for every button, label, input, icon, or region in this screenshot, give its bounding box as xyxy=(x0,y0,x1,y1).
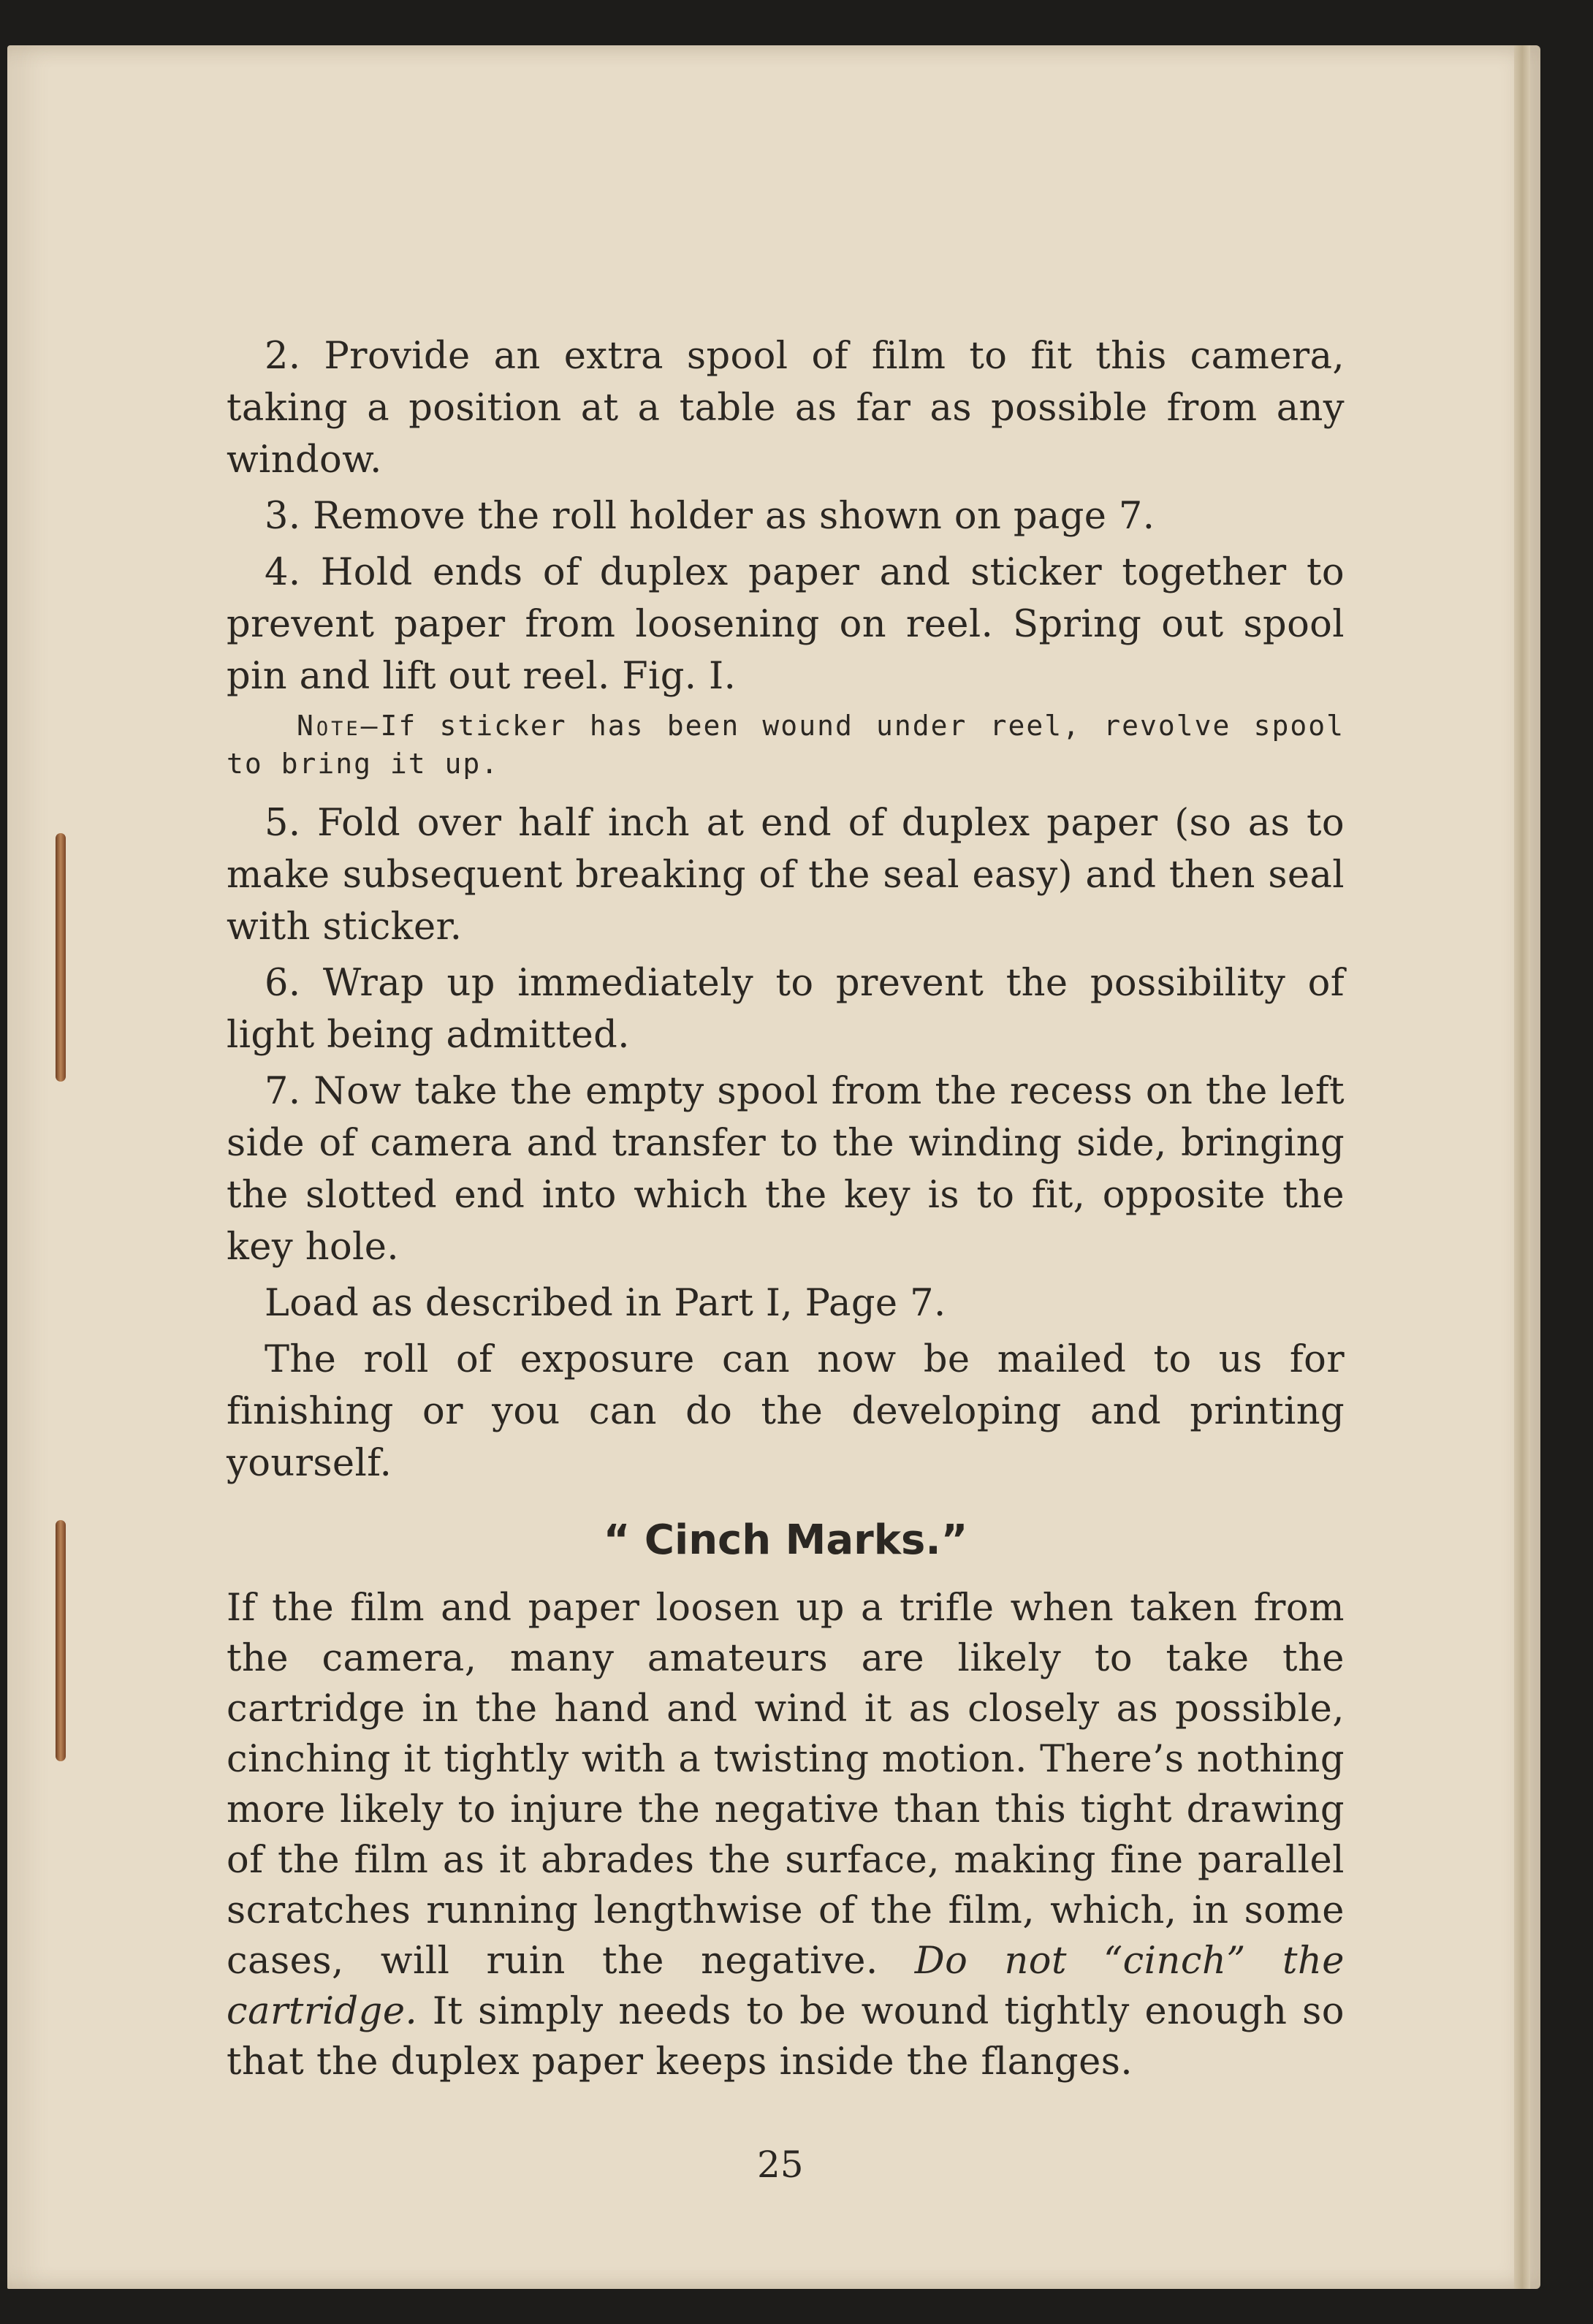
cinch-marks-paragraph xyxy=(227,1583,1345,2087)
page-edge-shadow xyxy=(1514,45,1530,2289)
load-instruction: Load as described in Part I, Page 7. xyxy=(265,1282,946,1325)
note-text: If sticker has been wound under reel, revolve spool to bring it up. xyxy=(227,710,1345,780)
section-heading: “ Cinch Marks.” xyxy=(603,1516,968,1564)
paragraph-3: 3. Remove the roll holder as shown on page 7. xyxy=(265,495,1155,538)
page-number: 25 xyxy=(757,2143,804,2186)
cinch-italic-warning: Do not “cinch” the cartridge. xyxy=(227,1940,1345,2033)
note-block xyxy=(227,707,1345,783)
paragraph-6: 6. Wrap up immediately to prevent the possibility of light being admitted. xyxy=(227,962,1345,1057)
cinch-text-after-italic: It simply needs to be wound tightly enough so that the duplex paper keeps inside the flanges. xyxy=(227,1990,1345,2084)
page-text-block xyxy=(227,330,1345,2087)
note-lead: Note— xyxy=(297,710,381,742)
binding-staple-top xyxy=(56,833,66,1082)
paragraph-4: 4. Hold ends of duplex paper and sticker together to prevent paper from loosening on reel. Spring out spool pin and lift out reel. Fig. I. xyxy=(227,551,1345,698)
mailing-instruction: The roll of exposure can now be mailed to us for finishing or you can do the developing and printing yourself. xyxy=(227,1338,1345,1485)
cinch-text-before-italic: If the film and paper loosen up a trifle when taken from the camera, many amateurs are likely to take the cartridge in the hand and wind it as closely as possible, cinching it tightly with a twisting motion. There’s nothing more likely to injure the negative than this tight drawing of the film as it abrades the surface, making fine parallel scratches running lengthwise of the film, which, in some cases, will ruin the negative. xyxy=(227,1587,1345,1983)
paragraph-7: 7. Now take the empty spool from the recess on the left side of camera and transfer to the winding side, bringing the slotted end into which the key is to fit, opposite the key hole. xyxy=(227,1070,1345,1269)
paragraph-5: 5. Fold over half inch at end of duplex paper (so as to make subsequent breaking of the seal easy) and then seal with sticker. xyxy=(227,802,1345,949)
binding-staple-bottom xyxy=(56,1520,66,1761)
booklet-page xyxy=(7,45,1540,2289)
paragraph-2: 2. Provide an extra spool of film to fit this camera, taking a position at a table as far as possible from any window. xyxy=(227,335,1345,482)
